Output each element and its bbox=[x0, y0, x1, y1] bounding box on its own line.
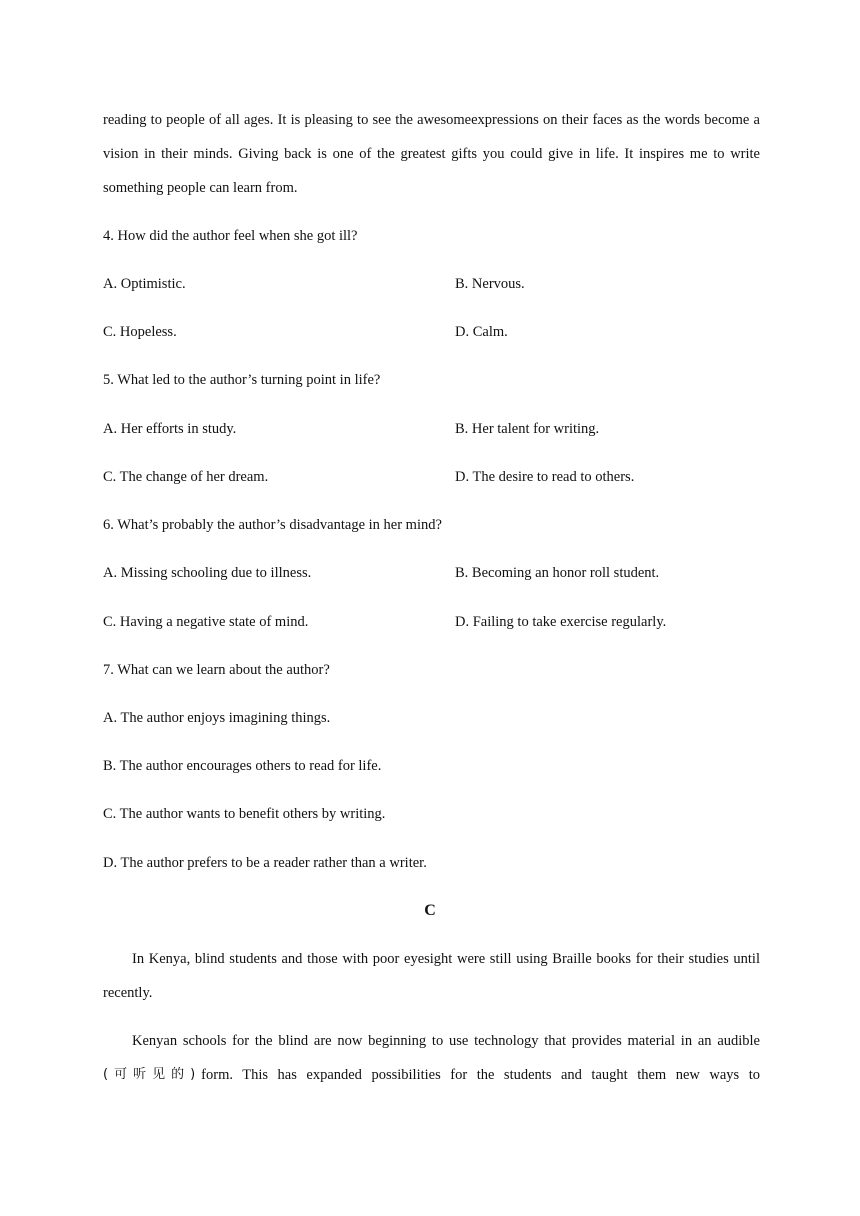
question-6-option-c: C. Having a negative state of mind. bbox=[103, 614, 309, 630]
question-5-option-b: B. Her talent for writing. bbox=[455, 421, 600, 437]
question-6-option-a: A. Missing schooling due to illness. bbox=[103, 565, 312, 581]
question-5-option-c: C. The change of her dream. bbox=[103, 469, 269, 485]
question-4-option-a: A. Optimistic. bbox=[103, 276, 186, 292]
question-6-option-d: D. Failing to take exercise regularly. bbox=[455, 614, 667, 630]
section-c-paragraph-2 bbox=[103, 1024, 760, 1092]
question-7-option-d: D. The author prefers to be a reader rather than a writer. bbox=[103, 855, 427, 871]
section-c-title: C bbox=[424, 902, 436, 919]
question-4-option-c: C. Hopeless. bbox=[103, 324, 177, 340]
section-c-paragraph-2-line-2 bbox=[103, 1058, 760, 1092]
question-5-option-a: A. Her efforts in study. bbox=[103, 421, 237, 437]
section-c-paragraph-2-line-1: Kenyan schools for the blind are now beginning to use technology that provides material in an audible bbox=[132, 1033, 760, 1049]
question-4-option-d: D. Calm. bbox=[455, 324, 508, 340]
question-7-option-a: A. The author enjoys imagining things. bbox=[103, 710, 331, 726]
question-7-stem: 7. What can we learn about the author? bbox=[103, 662, 330, 678]
question-7-option-b: B. The author encourages others to read for life. bbox=[103, 758, 382, 774]
question-6-stem: 6. What’s probably the author’s disadvantage in her mind? bbox=[103, 517, 442, 533]
question-7-option-c: C. The author wants to benefit others by writing. bbox=[103, 806, 386, 822]
chinese-gloss: (可听见的) bbox=[103, 1067, 202, 1082]
question-5-option-d: D. The desire to read to others. bbox=[455, 469, 635, 485]
passage-paragraph-end: reading to people of all ages. It is pleasing to see the awesomeexpressions on their faces as the words become a vision in their minds. Giving back is one of the greatest gifts you could give in life. It inspires me to write something people can learn from. bbox=[103, 112, 760, 196]
question-6-option-b: B. Becoming an honor roll student. bbox=[455, 565, 660, 581]
question-4-option-b: B. Nervous. bbox=[455, 276, 525, 292]
section-c-paragraph-1: In Kenya, blind students and those with poor eyesight were still using Braille books for their studies until recently. bbox=[103, 951, 760, 1001]
question-5-stem: 5. What led to the author’s turning point in life? bbox=[103, 372, 381, 388]
question-4-stem: 4. How did the author feel when she got ill? bbox=[103, 228, 358, 244]
section-c-paragraph-2-continuation: form. This has expanded possibilities for the students and taught them new ways to bbox=[201, 1067, 760, 1083]
